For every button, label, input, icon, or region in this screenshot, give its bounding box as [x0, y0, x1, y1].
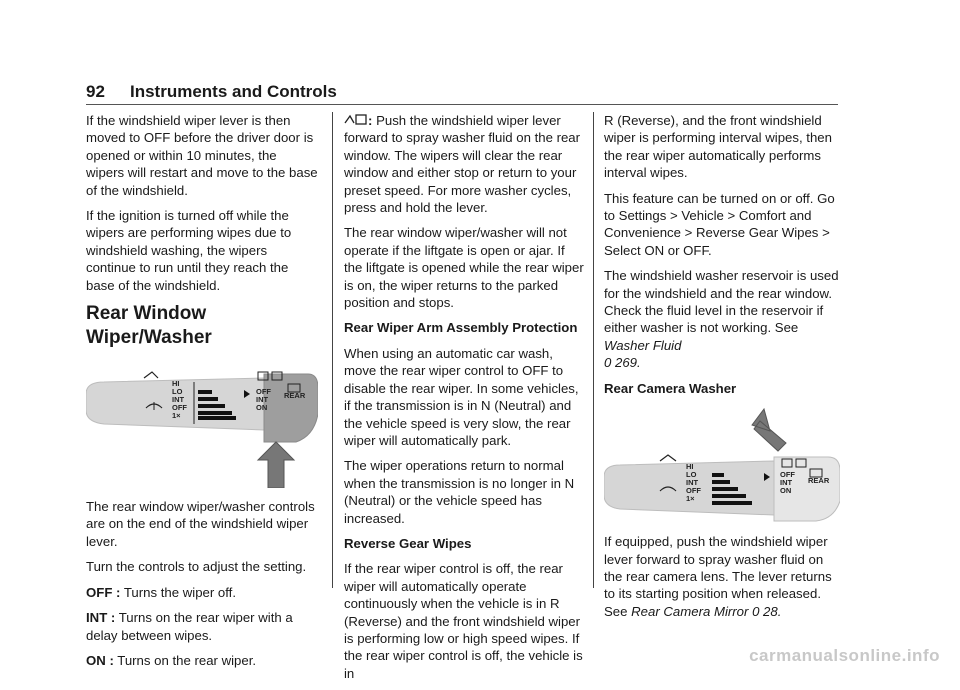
label-int: INT [686, 478, 699, 488]
def-text: Push the windshield wiper lever forward to spray washer fluid on the rear window. The wipers will clear the rear window and either stop or return to your preset speed. For more washer cycles, press and hold the lever. [344, 113, 581, 216]
label-rear-int: INT [256, 395, 269, 405]
paragraph-washer-reservoir [604, 267, 840, 371]
rear-wiper-lever-figure [86, 360, 318, 488]
subheading-reverse-gear-wipes: Reverse Gear Wipes [344, 535, 472, 551]
label-1x: 1× [172, 411, 181, 421]
label-1x: 1× [686, 494, 695, 504]
page-header [86, 82, 838, 106]
column-2 [344, 112, 584, 690]
header-rule [86, 104, 838, 105]
label-rear: REAR [284, 391, 306, 401]
washer-front-icon [144, 372, 158, 378]
watermark: carmanualsonline.info [749, 646, 940, 665]
label-rear-off: OFF [256, 387, 271, 397]
paragraph: If the ignition is turned off while the wipers are performing wipes due to windshield washing, the wipers continue to run until they reach the base of the windshield. [86, 208, 292, 293]
label-off: OFF [172, 403, 187, 413]
column-3 [604, 112, 840, 628]
label-hi: HI [172, 379, 180, 389]
label-rear-off: OFF [780, 470, 795, 480]
label-rear-on: ON [780, 486, 792, 496]
def-text: Turns the wiper off. [120, 584, 237, 600]
subheading-rear-camera-washer: Rear Camera Washer [604, 380, 737, 396]
column-divider-2 [593, 112, 594, 588]
label-lo: LO [686, 470, 697, 480]
paragraph: The rear window wiper/washer controls are on the end of the windshield wiper lever. [86, 499, 315, 549]
label-int: INT [172, 395, 185, 405]
text-run: The windshield washer reservoir is used for the windshield and the rear window. Check the fluid level in the reservoir if either washer is not working. See [604, 268, 839, 336]
def-on [86, 652, 318, 669]
term-on: ON : [86, 652, 114, 668]
heading-rear-window-wiper: Rear Window Wiper/Washer [86, 303, 212, 349]
link-rear-camera-mirror[interactable]: Rear Camera Mirror [631, 603, 749, 619]
subheading-arm-protection: Rear Wiper Arm Assembly Protection [344, 320, 578, 336]
paragraph: The wiper operations return to normal when the transmission is no longer in N (Neutral) or the vehicle speed has increased. [344, 458, 575, 526]
paragraph: If the windshield wiper lever is then moved to OFF before the driver door is opened or within 10 minutes, the wipers will restart and move to the base of the windshield. [86, 113, 318, 198]
def-washer [344, 112, 584, 216]
text-run: If equipped, push the windshield wiper lever forward to spray washer fluid on the rear camera lens. The lever returns to its starting position when released. See [604, 534, 832, 619]
arrow-diagonal-icon [752, 409, 786, 451]
paragraph: R (Reverse), and the front windshield wiper is performing interval wipes, then the rear wiper automatically performs interval wipes. [604, 113, 832, 181]
washer-rear-icon [344, 113, 368, 126]
page-number: 92 [86, 82, 105, 101]
arrow-up-icon [258, 442, 294, 488]
term-washer: : [368, 113, 373, 128]
paragraph: This feature can be turned on or off. Go to Settings > Vehicle > Comfort and Convenience > Reverse Gear Wipes > Select ON or OFF. [604, 190, 835, 258]
washer-front-icon [660, 455, 676, 461]
link-washer-fluid[interactable]: Washer Fluid [604, 337, 682, 353]
label-rear-on: ON [256, 403, 268, 413]
def-text: Turns on the rear wiper. [113, 652, 257, 668]
page-ref: 0 28. [752, 603, 782, 619]
paragraph: When using an automatic car wash, move the rear wiper control to OFF to disable the rear wiper. In some vehicles, if the transmission is in N (Neutral) and the vehicle speed is very slow, the rear wiper will automatically park. [344, 345, 579, 448]
paragraph: The rear window wiper/washer will not operate if the liftgate is open or ajar. If the liftgate is opened while the rear wiper is on, the wiper returns to the parked position and stops. [344, 225, 584, 311]
def-int [86, 609, 318, 644]
rear-camera-washer-figure [604, 405, 840, 523]
def-off [86, 584, 318, 601]
paragraph: Turn the controls to adjust the setting. [86, 559, 307, 575]
section-title: Instruments and Controls [130, 82, 337, 101]
paragraph-rear-camera-washer [604, 533, 840, 620]
label-lo: LO [172, 387, 183, 397]
label-rear-int: INT [780, 478, 793, 488]
label-rear: REAR [808, 476, 830, 486]
speed-wedge [198, 416, 236, 420]
label-off: OFF [686, 486, 701, 496]
page-ref: 0 269. [604, 355, 641, 371]
column-1 [86, 112, 318, 677]
term-int: INT : [86, 610, 116, 626]
paragraph: If the rear wiper control is off, the rear wiper will automatically operate continuously when the vehicle is in R (Reverse) and the front windshield wiper is performing low or high speed wipes. If the rear wiper control is off, the vehicle is in [344, 561, 583, 681]
def-text: Turns on the rear wiper with a delay between wipes. [86, 610, 293, 643]
column-divider-1 [332, 112, 333, 588]
label-hi: HI [686, 462, 694, 472]
term-off: OFF : [86, 584, 121, 600]
